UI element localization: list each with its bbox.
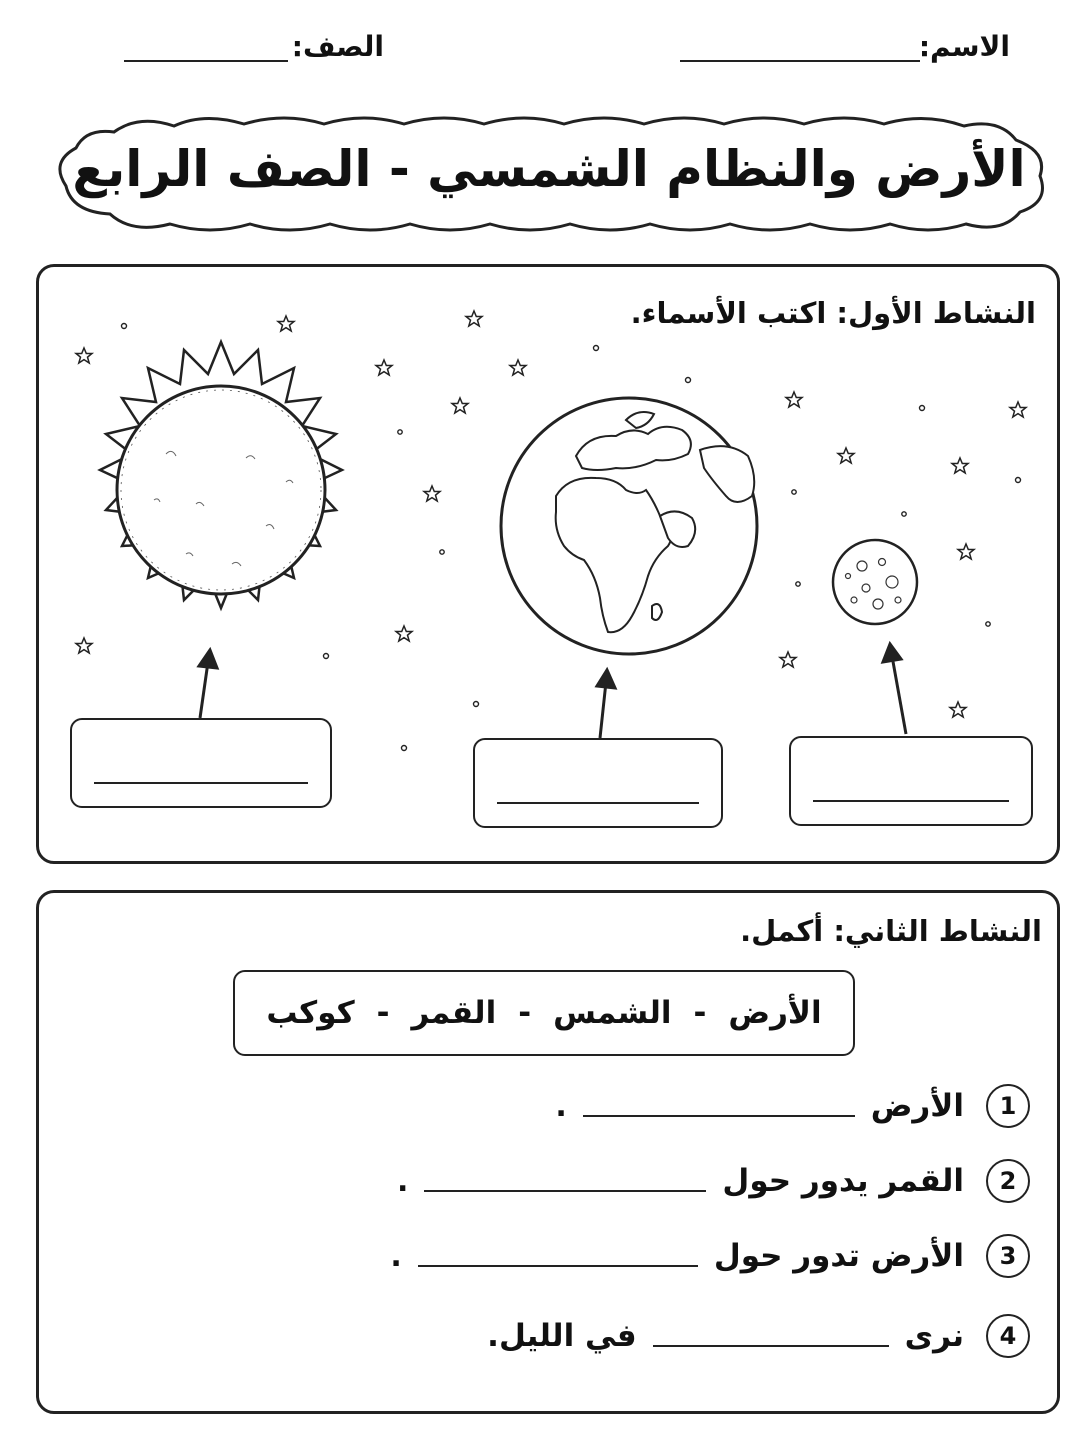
name-label: الاسم: bbox=[918, 30, 1010, 63]
earth-icon bbox=[501, 398, 757, 654]
moon-answer-line bbox=[813, 800, 1009, 802]
question-end: . bbox=[390, 1238, 402, 1274]
sun-answer-line bbox=[94, 782, 308, 784]
question-row bbox=[487, 1310, 1030, 1362]
word-bank-word: كوكب bbox=[266, 995, 355, 1031]
word-bank-separator: - bbox=[376, 995, 390, 1031]
answer-blank[interactable] bbox=[424, 1170, 706, 1192]
question-number: 1 bbox=[986, 1084, 1030, 1128]
question-text: القمر يدور حول bbox=[722, 1163, 964, 1199]
word-bank-word: الأرض bbox=[728, 995, 822, 1031]
answer-blank[interactable] bbox=[418, 1245, 698, 1267]
earth-answer-box[interactable] bbox=[473, 738, 723, 828]
word-bank bbox=[233, 970, 855, 1056]
word-bank-word: القمر bbox=[411, 995, 497, 1031]
class-field[interactable] bbox=[124, 60, 288, 62]
question-text: الأرض bbox=[870, 1088, 964, 1124]
word-bank-word: الشمس bbox=[553, 995, 672, 1031]
earth-answer-line bbox=[497, 802, 699, 804]
title-banner bbox=[44, 112, 1054, 238]
question-end: . bbox=[555, 1088, 567, 1124]
name-field[interactable] bbox=[680, 60, 920, 62]
question-number: 2 bbox=[986, 1159, 1030, 1203]
question-number: 3 bbox=[986, 1234, 1030, 1278]
moon-answer-box[interactable] bbox=[789, 736, 1033, 826]
word-bank-separator: - bbox=[518, 995, 532, 1031]
answer-blank[interactable] bbox=[583, 1095, 855, 1117]
word-bank-separator: - bbox=[693, 995, 707, 1031]
question-text: الأرض تدور حول bbox=[713, 1238, 964, 1274]
question-text-after: في الليل. bbox=[487, 1318, 637, 1354]
answer-blank[interactable] bbox=[653, 1325, 889, 1347]
question-row bbox=[390, 1230, 1030, 1282]
question-number: 4 bbox=[986, 1314, 1030, 1358]
class-label: الصف: bbox=[291, 30, 384, 63]
question-row bbox=[555, 1080, 1030, 1132]
moon-icon bbox=[833, 540, 917, 624]
activity1-title: النشاط الأول: اكتب الأسماء. bbox=[630, 296, 1036, 330]
question-end: . bbox=[397, 1163, 409, 1199]
question-row bbox=[397, 1155, 1030, 1207]
question-text: نرى bbox=[904, 1318, 964, 1354]
page-title: الأرض والنظام الشمسي - الصف الرابع bbox=[72, 140, 1026, 198]
sun-icon bbox=[100, 342, 342, 608]
sun-answer-box[interactable] bbox=[70, 718, 332, 808]
activity2-title: النشاط الثاني: أكمل. bbox=[740, 914, 1042, 948]
